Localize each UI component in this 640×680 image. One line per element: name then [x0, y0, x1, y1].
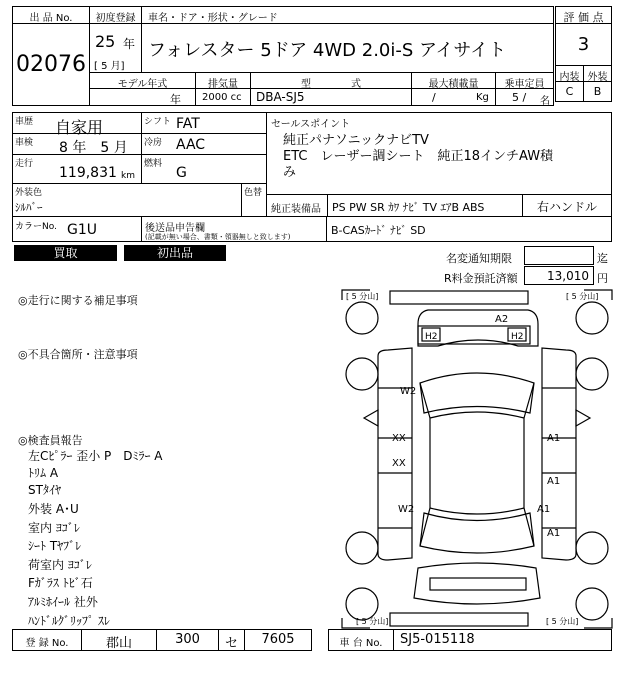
reg-area: 郡山 [105, 636, 132, 651]
lot-label-cell [12, 6, 90, 24]
reg-month: [ 5 月] [94, 61, 125, 72]
damage-mark: A2 [495, 314, 509, 325]
tire-rear-right: [ 5 分山] [546, 617, 579, 626]
mileage-label: 走行 [15, 159, 34, 169]
displacement-cell [195, 88, 251, 106]
exhibit-bar: 初出品 [124, 245, 226, 261]
type-label: 型 式 [301, 79, 361, 90]
color-no-cell [12, 216, 142, 242]
color-change-cell [241, 183, 267, 217]
chassis-label: 車 台 No. [339, 638, 383, 649]
tire-rear-left: [ 5 分山] [356, 617, 389, 626]
tire-front-right: [ 5 分山] [566, 292, 599, 301]
report-line: Fｶﾞﾗｽ ﾄﾋﾞ石 [28, 576, 93, 590]
reg-label-cell [12, 629, 82, 651]
aftermarket-label: 後送品申告欄 [145, 223, 205, 234]
fuel-cell [141, 154, 267, 184]
reg-year: 25 [95, 32, 116, 51]
chassis-cell [393, 629, 612, 651]
chassis-number: SJ5-015118 [400, 632, 475, 647]
exterior-score: B [593, 85, 602, 98]
model-year-label: モデル年式 [117, 79, 168, 90]
interior-label-cell [555, 65, 584, 82]
recycle-value: 13,010 [547, 269, 589, 283]
recycle-label: R料金預託済額 [444, 272, 518, 285]
displacement: 2000 cc [202, 92, 242, 103]
equipment-cell [327, 194, 523, 217]
car-name-label: 車名・ドア・形状・グレード [148, 13, 278, 24]
inspector-report-heading: ◎検査員報告 [18, 434, 83, 447]
damage-mark: A1 [537, 504, 551, 515]
ac-label: 冷房 [144, 138, 163, 148]
displacement-label: 排気量 [208, 79, 238, 90]
interior-score: C [565, 85, 574, 98]
sales-point-line: 純正パナソニックナビTV [283, 133, 429, 148]
model-year-label-cell [89, 72, 196, 89]
sales-point-line: み [283, 165, 297, 180]
equipment-items: PS PW SR ｶﾜ ﾅﾋﾞ TV ｴｱB ABS [332, 201, 485, 214]
reg-class: 300 [175, 632, 200, 647]
damage-mark: A1 [547, 528, 561, 539]
score-cell [555, 23, 612, 66]
chassis-label-cell [328, 629, 394, 651]
damage-mark: XX [392, 458, 406, 469]
report-line: 室内 ﾖｺﾞﾚ [28, 521, 80, 535]
interior-score-cell [555, 81, 584, 102]
report-line: 外装 A･U [28, 502, 79, 516]
damage-mark: H2 [511, 332, 524, 342]
car-damage-diagram [340, 288, 614, 630]
equipment-label: 純正装備品 [271, 204, 321, 215]
recycle-unit: 円 [597, 272, 608, 285]
shift: FAT [176, 116, 200, 132]
max-load-cell [411, 88, 496, 106]
shift-cell [141, 112, 267, 134]
steering: 右ハンドル [536, 200, 597, 214]
damage-mark: XX [392, 433, 406, 444]
report-line: ﾊﾝﾄﾞﾙｸﾞﾘｯﾌﾟ ｽﾚ [28, 614, 110, 628]
buy-bar: 買取 [14, 245, 117, 261]
max-load-label-cell [411, 72, 496, 89]
inspection: 8 年 5 月 [59, 140, 128, 156]
capacity: 5 / [512, 91, 527, 104]
fuel: G [176, 165, 187, 181]
model-year-unit: 年 [170, 93, 181, 106]
sales-point-label: セールスポイント [271, 119, 351, 130]
exterior-color-cell [12, 183, 242, 217]
reg-year-unit: 年 [123, 37, 136, 51]
inspection-cell [12, 133, 142, 155]
recycle-box [524, 266, 594, 285]
interior-label: 内装 [559, 72, 580, 83]
score: 3 [577, 34, 590, 55]
score-label-cell [555, 6, 612, 24]
reg-label: 登 録 No. [25, 638, 69, 649]
reg-area-cell [81, 629, 157, 651]
type-cell [250, 88, 412, 106]
report-line: ｱﾙﾐﾎｲｰﾙ 社外 [28, 595, 98, 609]
defect-notes-heading: ◎不具合箇所・注意事項 [18, 348, 138, 361]
reg-number: 7605 [261, 632, 295, 647]
aftermarket-cell [141, 216, 327, 242]
first-reg-label-cell [89, 6, 142, 24]
mileage: 119,831 [59, 165, 117, 181]
color-no: G1U [67, 222, 98, 238]
exterior-label: 外装 [587, 72, 608, 83]
equipment2-cell [326, 216, 612, 242]
max-load-label: 最大積載量 [428, 79, 479, 90]
capacity-label-cell [495, 72, 554, 89]
mileage-unit: km [121, 171, 135, 181]
damage-mark: A1 [547, 433, 561, 444]
steering-cell [522, 194, 612, 217]
driving-notes-heading: ◎走行に関する補足事項 [18, 294, 138, 307]
car-name-cell [141, 23, 554, 73]
report-line: 荷室内 ﾖｺﾞﾚ [28, 558, 92, 572]
max-load: / [432, 91, 436, 104]
equipment-items-2: B-CASｶｰﾄﾞ ﾅﾋﾞ SD [331, 224, 426, 237]
type-label-cell [250, 72, 412, 89]
reg-kana-cell [218, 629, 245, 651]
exterior-color: ｼﾙﾊﾞｰ [15, 201, 43, 214]
aftermarket-note: (記載が無い場合、書類・領器無しと致します) [145, 233, 291, 241]
damage-mark: W2 [398, 504, 415, 515]
name-change-label: 名変通知期限 [446, 252, 512, 265]
sales-point-box [266, 112, 612, 195]
exterior-label-cell [583, 65, 612, 82]
name-change-box [524, 246, 594, 265]
report-line: ｼｰﾄ Tﾔﾌﾞﾚ [28, 539, 82, 553]
fuel-label: 燃料 [144, 159, 163, 169]
damage-mark: A1 [547, 476, 561, 487]
capacity-label: 乗車定員 [504, 79, 545, 90]
history-label: 車歴 [15, 117, 34, 127]
car-name: フォレスター 5ドア 4WD 2.0i-S アイサイト [148, 40, 507, 61]
sales-point-line: ETC レーザー調シート 純正18インチAW積 [283, 149, 554, 164]
model-year-cell [89, 88, 196, 106]
history-cell [12, 112, 142, 137]
exterior-score-cell [583, 81, 612, 102]
reg-kana: セ [224, 636, 238, 651]
air-conditioner: AAC [176, 137, 206, 153]
score-label: 評 価 点 [563, 11, 604, 24]
damage-mark: H2 [425, 332, 438, 342]
inspection-label: 車検 [15, 138, 34, 148]
damage-mark: W2 [400, 386, 417, 397]
shift-label: シフト [144, 117, 172, 127]
model-type: DBA-SJ5 [256, 90, 305, 104]
car-name-label-cell [141, 6, 554, 24]
report-line: 左Cﾋﾟﾗｰ 歪小 P Dﾐﾗｰ A [28, 449, 163, 463]
color-change-label: 色替 [244, 188, 263, 198]
lot-number-cell [12, 23, 90, 106]
report-line: ﾄﾘﾑ A [28, 466, 59, 480]
capacity-unit: 名 [540, 96, 550, 107]
lot-label: 出 品 No. [29, 13, 73, 24]
first-reg-label: 初度登録 [95, 13, 136, 24]
displacement-label-cell [195, 72, 251, 89]
name-change-unit: 迄 [597, 252, 608, 265]
first-reg-cell [89, 23, 142, 73]
color-no-label: カラーNo. [15, 222, 57, 232]
equipment-label-cell [266, 194, 328, 217]
capacity-cell [495, 88, 554, 106]
lot-number: 02076 [16, 52, 86, 77]
reg-number-cell [244, 629, 312, 651]
ac-cell [141, 133, 267, 155]
report-line: STﾀｲﾔ [28, 483, 61, 497]
mileage-cell [12, 154, 142, 184]
exterior-color-label: 外装色 [15, 188, 43, 198]
reg-class-cell [156, 629, 219, 651]
max-load-unit: Kg [476, 92, 489, 103]
tire-front-left: [ 5 分山] [346, 292, 379, 301]
history: 自家用 [55, 118, 104, 137]
